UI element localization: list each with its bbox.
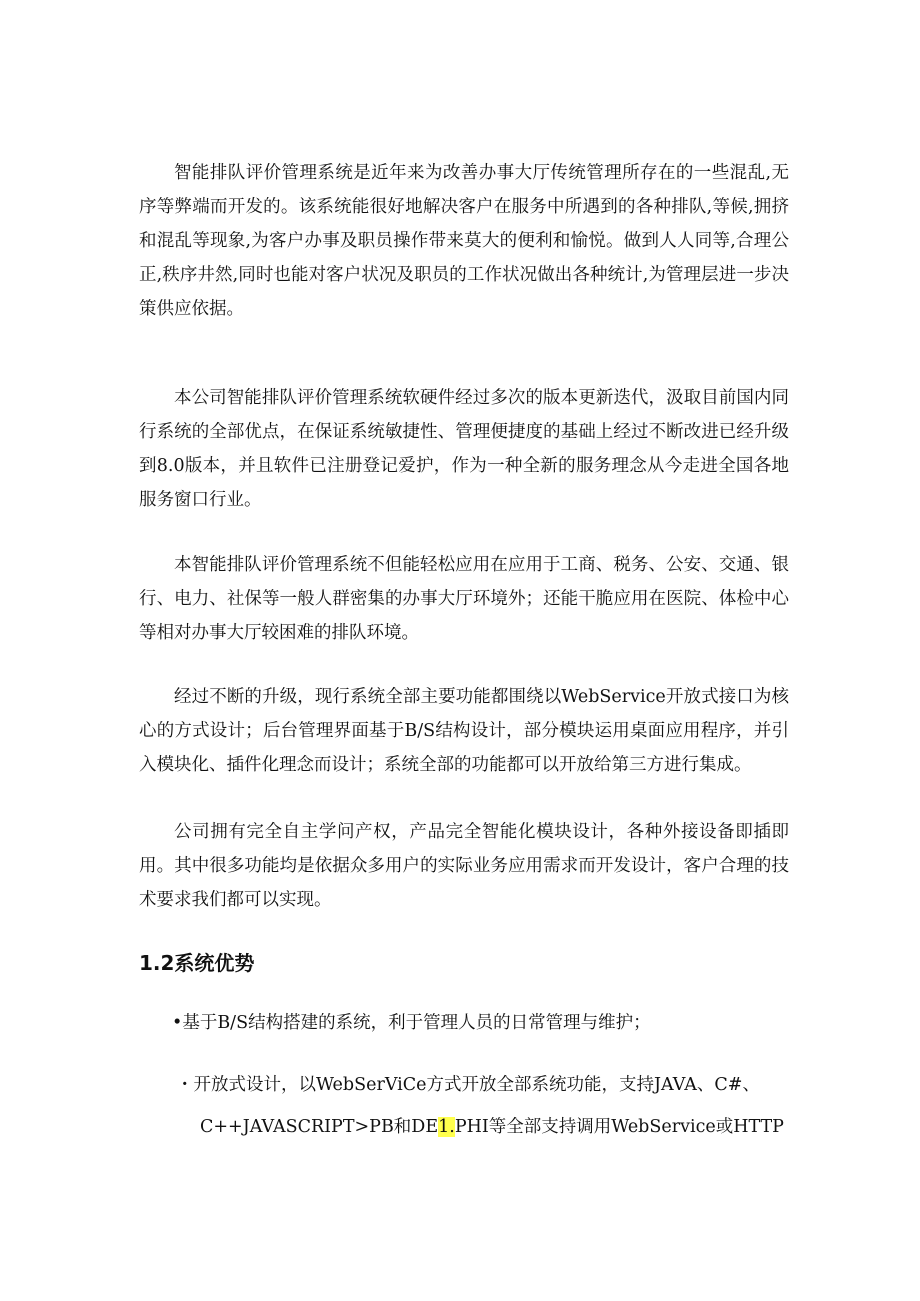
bullet-item-open-design: ・开放式设计，以WebSerViCe方式开放全部系统功能，支持JAVA、C#、 [176, 1075, 760, 1095]
paragraph-architecture: 经过不断的升级，现行系统全部主要功能都围绕以WebService开放式接口为核心的方式设计；后台管理界面基于B/S结构设计，部分模块运用桌面应用程序，并引入模块化、插件化理念而设计；系统全部的功能都可以开放给第三方进行集成。 [139, 687, 789, 775]
paragraph-intro: 智能排队评价管理系统是近年来为改善办事大厅传统管理所存在的一些混乱,无序等弊端而开发的。该系统能很好地解决客户在服务中所遇到的各种排队,等候,拥挤和混乱等现象,为客户办事及职员操作带来莫大的便利和愉悦。做到人人同等,合理公正,秩序井然,同时也能对客户状况及职员的工作状况做出各种统计,为管理层进一步决策供应依据。 [139, 163, 789, 319]
paragraph-version: 本公司智能排队评价管理系统软硬件经过多次的版本更新迭代，汲取目前国内同行系统的全部优点，在保证系统敏捷性、管理便捷度的基础上经过不断改进已经升级到8.0版本，并且软件已注册登记爱护，作为一种全新的服务理念从今走进全国各地服务窗口行业。 [139, 388, 789, 510]
bullet-item-bs: •基于B/S结构搭建的系统，利于管理人员的日常管理与维护； [172, 1013, 651, 1033]
paragraph-ip: 公司拥有完全自主学问产权，产品完全智能化模块设计，各种外接设备即插即用。其中很多功能均是依据众多用户的实际业务应用需求而开发设计，客户合理的技术要求我们都可以实现。 [139, 822, 789, 910]
bullet-text-before: C++JAVASCRIPT>PB和DE [200, 1117, 439, 1137]
highlighted-text: 1. [438, 1117, 455, 1137]
section-heading: 1.2系统优势 [139, 951, 255, 975]
bullet-text-after: PHI等全部支持调用WebService或HTTP [454, 1117, 784, 1137]
paragraph-applications: 本智能排队评价管理系统不但能轻松应用在应用于工商、税务、公安、交通、银行、电力、社保等一般人群密集的办事大厅环境外；还能干脆应用在医院、体检中心等相对办事大厅较困难的排队环境。 [139, 555, 789, 643]
bullet-item-open-design-continued [200, 1110, 784, 1144]
